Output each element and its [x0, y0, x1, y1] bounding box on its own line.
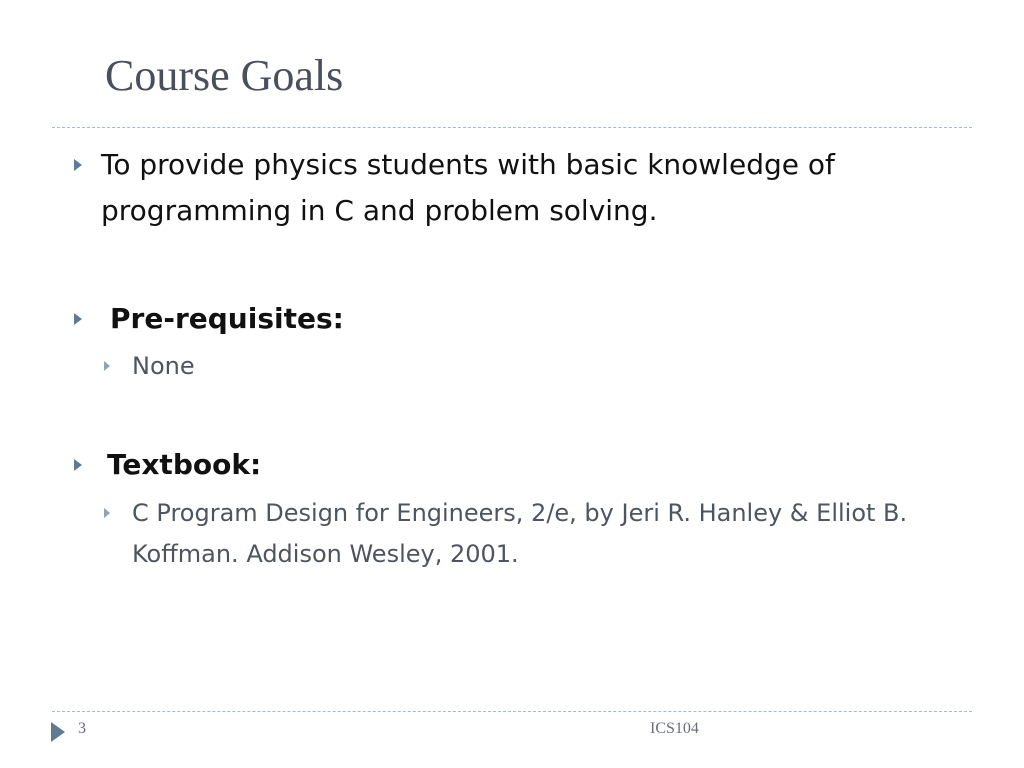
textbook-line-2: Koffman. Addison Wesley, 2001.: [132, 540, 519, 568]
bullet-triangle-icon: [74, 313, 82, 325]
footer-divider: [52, 711, 972, 712]
bullet-triangle-icon: [74, 459, 82, 471]
page-number: 3: [78, 720, 86, 737]
sub-bullet-triangle-icon: [104, 361, 110, 371]
sub-bullet-triangle-icon: [104, 508, 110, 518]
slide-title: Course Goals: [105, 51, 344, 100]
title-divider: [52, 127, 972, 128]
textbook-label: Textbook:: [107, 448, 262, 481]
bullet-triangle-icon: [74, 159, 82, 171]
footer-triangle-icon: [51, 722, 65, 742]
course-code: ICS104: [650, 720, 699, 737]
bullet-1-line-2: programming in C and problem solving.: [101, 194, 658, 227]
textbook-line-1: C Program Design for Engineers, 2/e, by Jeri R. Hanley & Elliot B.: [132, 499, 908, 527]
bullet-1-line-1: To provide physics students with basic knowledge of: [101, 148, 835, 181]
prerequisites-value: None: [132, 352, 195, 380]
prerequisites-label: Pre-requisites:: [110, 302, 344, 335]
